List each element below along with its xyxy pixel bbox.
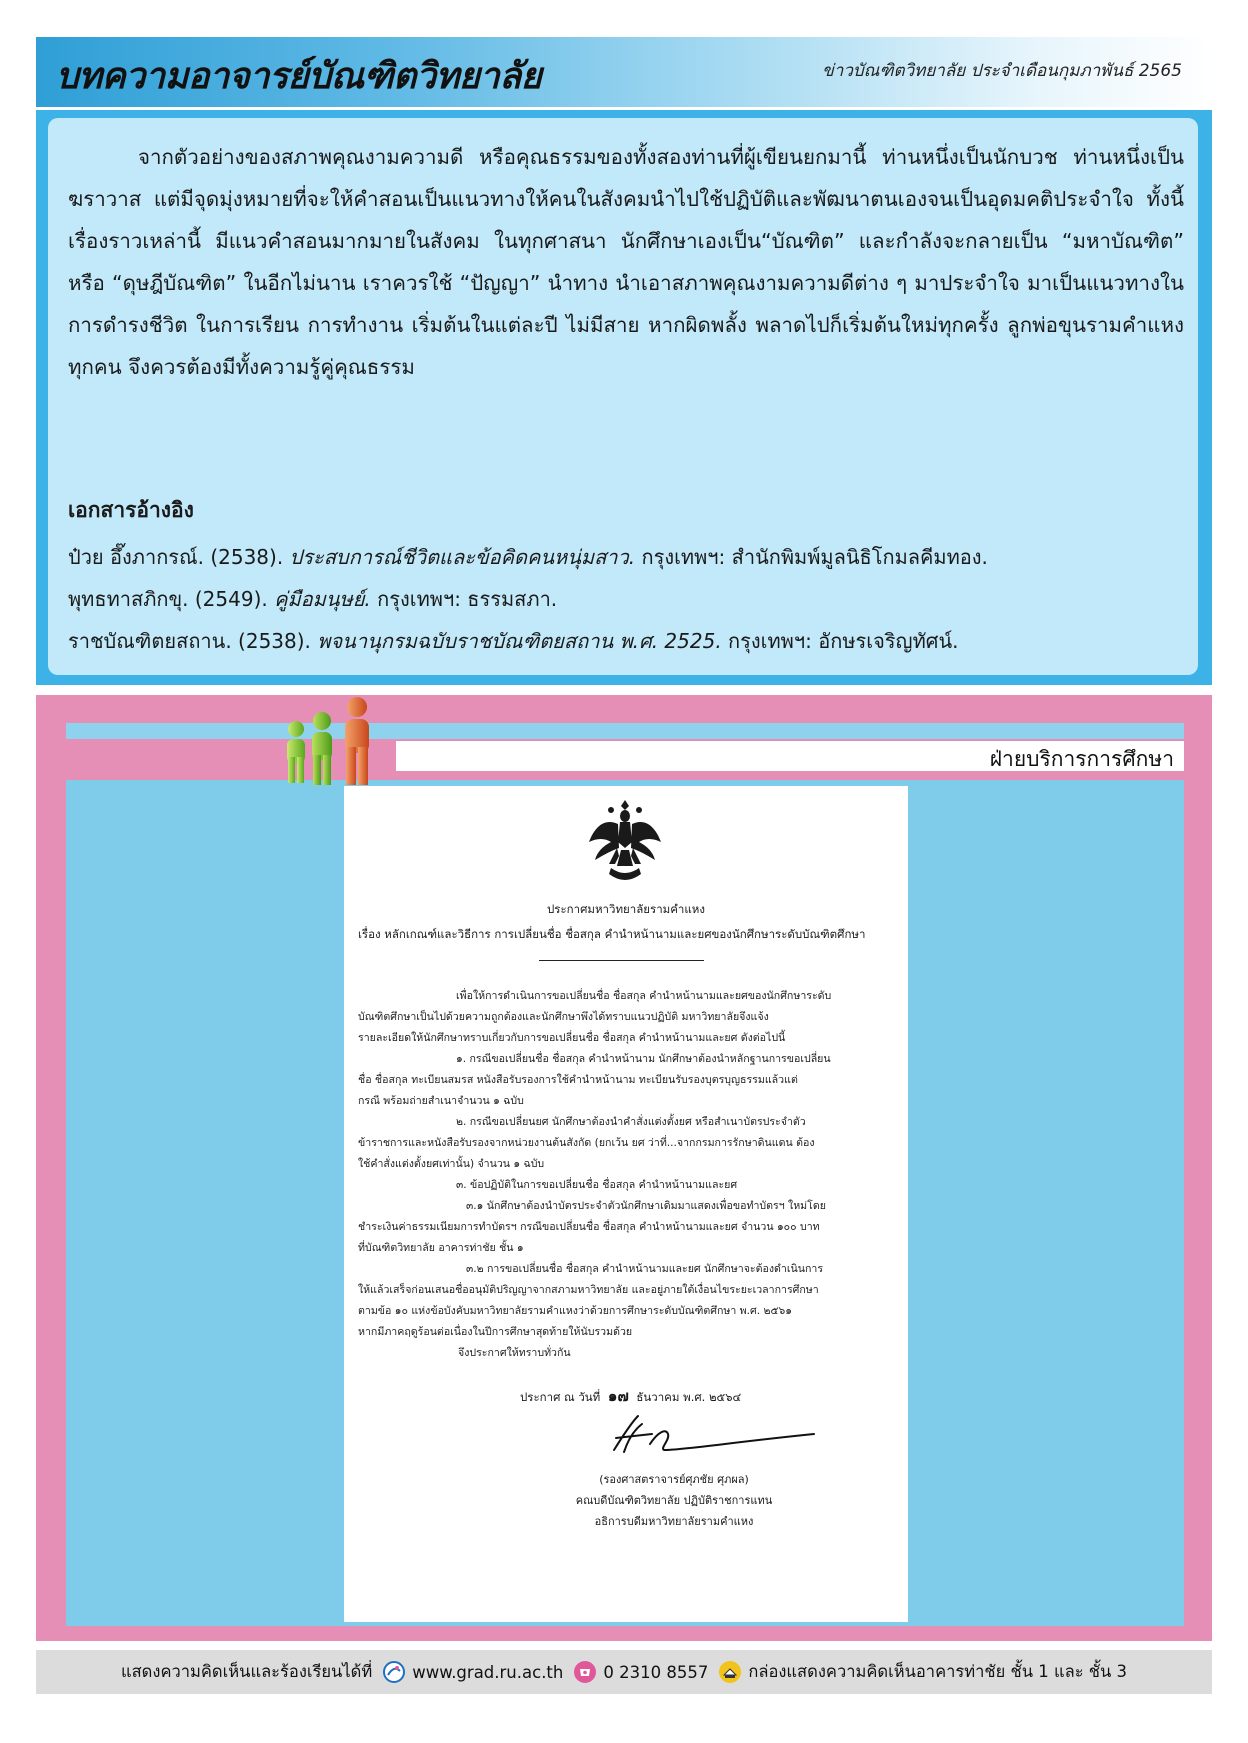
reference-title: คู่มือมนุษย์. xyxy=(274,587,371,611)
contact-lead: แสดงความคิดเห็นและร้องเรียนได้ที่ xyxy=(120,1662,373,1681)
notice-line: ใช้คำสั่งแต่งตั้งยศเท่านั้น) จำนวน ๑ ฉบับ xyxy=(358,1158,545,1170)
notice-line: ๓. ข้อปฏิบัติในการขอเปลี่ยนชื่อ ชื่อสกุล คำนำหน้านามและยศ xyxy=(456,1179,738,1191)
notice-line: ข้าราชการและหนังสือรับรองจากหน่วยงานต้นสังกัด (ยกเว้น ยศ ว่าที่...จากกรมการรักษาดินแดน ต้อง xyxy=(358,1137,815,1149)
date-month-year: ธันวาคม พ.ศ. ๒๕๖๔ xyxy=(636,1390,742,1404)
references-heading: เอกสารอ้างอิง xyxy=(68,498,194,522)
notice-section xyxy=(36,695,1212,1641)
reference-title: พจนานุกรมฉบับราชบัณฑิตยสถาน พ.ศ. 2525. xyxy=(317,629,722,653)
department-label: ฝ่ายบริการการศึกษา xyxy=(989,747,1174,771)
reference-publisher: กรุงเทพฯ: สำนักพิมพ์มูลนิธิโกมลคีมทอง. xyxy=(635,545,988,569)
reference-author: ราชบัณฑิตยสถาน. (2538). xyxy=(68,629,318,653)
notice-line: ให้แล้วเสร็จก่อนเสนอชื่ออนุมัติปริญญาจากสภามหาวิทยาลัย และอยู่ภายใต้เงื่อนไขระยะเวลาการศึกษา xyxy=(358,1284,819,1296)
notice-subject: เรื่อง หลักเกณฑ์และวิธีการ การเปลี่ยนชื่อ ชื่อสกุล คำนำหน้านามและยศของนักศึกษาระดับบัณฑิตศึกษา xyxy=(358,927,866,941)
phone-contact[interactable] xyxy=(573,1660,708,1684)
article-body xyxy=(68,136,1184,388)
notice-line: ตามข้อ ๑๐ แห่งข้อบังคับมหาวิทยาลัยรามคำแหงว่าด้วยการศึกษาระดับบัณฑิตศึกษา พ.ศ. ๒๕๖๑ xyxy=(358,1305,792,1317)
notice-line: กรณี พร้อมถ่ายสำเนาจำนวน ๑ ฉบับ xyxy=(358,1095,524,1107)
notice-document xyxy=(344,786,908,1622)
reference-publisher: กรุงเทพฯ: อักษรเจริญทัศน์. xyxy=(721,629,959,653)
notice-body xyxy=(358,986,878,1364)
reference-author: ป๋วย อึ๊งภากรณ์. (2538). xyxy=(68,545,290,569)
notice-line: ๒. กรณีขอเปลี่ยนยศ นักศึกษาต้องนำคำสั่งแต่งตั้งยศ หรือสำเนาบัตรประจำตัว xyxy=(456,1116,806,1128)
garuda-emblem-icon xyxy=(587,798,663,884)
globe-icon xyxy=(382,1660,406,1684)
notice-line: ๓.๑ นักศึกษาต้องนำบัตรประจำตัวนักศึกษาเดิมมาแสดงเพื่อขอทำบัตรฯ ใหม่โดย xyxy=(466,1200,826,1212)
phone-number[interactable]: 0 2310 8557 xyxy=(603,1662,709,1682)
notice-line: เพื่อให้การดำเนินการขอเปลี่ยนชื่อ ชื่อสกุล คำนำหน้านามและยศของนักศึกษาระดับ xyxy=(456,990,832,1002)
panel-tab-strip xyxy=(66,723,1184,739)
notice-line: ชื่อ ชื่อสกุล ทะเบียนสมรส หนังสือรับรองการใช้คำนำหน้านาม ทะเบียนรับรองบุตรบุญธรรมแล้วแต่ xyxy=(358,1074,798,1086)
notice-line: หากมีภาคฤดูร้อนต่อเนื่องในปีการศึกษาสุดท้ายให้นับรวมด้วย xyxy=(358,1326,633,1338)
article-paragraph: จากตัวอย่างของสภาพคุณงามความดี หรือคุณธรรมของทั้งสองท่านที่ผู้เขียนยกมานี้ ท่านหนึ่งเป็นนักบวช ท่านหนึ่งเป็นฆราวาส แต่มีจุดมุ่งหมายที่จะให้คำสอนเป็นแนวทางให้คนในสังคมนำไปใช้ปฏิบัติและพัฒนาตนเองจนเป็นอุดมคติประจำใจ ทั้งนี้เรื่องราวเหล่านี้ มีแนวคำสอนมากมายในสังคม ในทุกศาสนา นักศึกษาเองเป็น“บัณฑิต” และกำลังจะกลายเป็น “มหาบัณฑิต” หรือ “ดุษฎีบัณฑิต” ในอีกไม่นาน เราควรใช้ “ปัญญา” นำทาง นำเอาสภาพคุณงามความดีต่าง ๆ มาประจำใจ มาเป็นแนวทางในการดำรงชีวิต ในการเรียน การทำงาน เริ่มต้นในแต่ละปี ไม่มีสาย หากผิดพลั้ง พลาดไปก็เริ่มต้นใหม่ทุกครั้ง ลูกพ่อขุนรามคำแหงทุกคน จึงควรต้องมีทั้งความรู้คู่คุณธรรม xyxy=(68,145,1184,379)
signature-icon xyxy=(594,1404,824,1476)
phone-icon xyxy=(573,1660,597,1684)
website-link[interactable]: www.grad.ru.ac.th xyxy=(412,1662,564,1682)
reference-item xyxy=(68,620,1184,662)
reference-item xyxy=(68,578,1184,620)
notice-line: ที่บัณฑิตวิทยาลัย อาคารท่าชัย ชั้น ๑ xyxy=(358,1242,524,1254)
article-frame xyxy=(36,110,1212,685)
notice-line: จึงประกาศให้ทราบทั่วกัน xyxy=(458,1347,571,1359)
reference-title: ประสบการณ์ชีวิตและข้อคิดคนหนุ่มสาว. xyxy=(289,545,636,569)
reference-item xyxy=(68,536,1184,578)
notice-line: ชำระเงินค่าธรรมเนียมการทำบัตรฯ กรณีขอเปลี่ยนชื่อ ชื่อสกุล คำนำหน้านามและยศ จำนวน ๑๐๐ บาท xyxy=(358,1221,820,1233)
reference-publisher: กรุงเทพฯ: ธรรมสภา. xyxy=(370,587,558,611)
department-bar xyxy=(396,741,1184,771)
notice-line: ๓.๒ การขอเปลี่ยนชื่อ ชื่อสกุล คำนำหน้านามและยศ นักศึกษาจะต้องดำเนินการ xyxy=(466,1263,824,1275)
article-panel xyxy=(48,118,1198,675)
website-contact[interactable] xyxy=(382,1660,563,1684)
notice-line: ๑. กรณีขอเปลี่ยนชื่อ ชื่อสกุล คำนำหน้านาม นักศึกษาต้องนำหลักฐานการขอเปลี่ยน xyxy=(456,1053,831,1065)
reference-author: พุทธทาสภิกขุ. (2549). xyxy=(68,587,275,611)
issue-label: ข่าวบัณฑิตวิทยาลัย ประจำเดือนกุมภาพันธ์ 2565 xyxy=(822,61,1182,81)
references-list xyxy=(68,536,1184,662)
notice-line: รายละเอียดให้นักศึกษาทราบเกี่ยวกับการขอเปลี่ยนชื่อ ชื่อสกุล คำนำหน้านามและยศ ดังต่อไปนี้ xyxy=(358,1032,786,1044)
suggestion-box-text: กล่องแสดงความคิดเห็นอาคารท่าชัย ชั้น 1 และ ชั้น 3 xyxy=(748,1662,1128,1681)
divider xyxy=(539,960,704,961)
page-footer xyxy=(36,1650,1212,1694)
signer-name: (รองศาสตราจารย์ศุภชัย ศุภผล) xyxy=(599,1473,749,1486)
section-title: บทความอาจารย์บัณฑิตวิทยาลัย xyxy=(56,56,542,97)
date-day: ๑๗ xyxy=(607,1387,629,1405)
suggestion-box-icon xyxy=(718,1660,742,1684)
signer-position: คณบดีบัณฑิตวิทยาลัย ปฏิบัติราชการแทน xyxy=(575,1494,773,1507)
contact-bar xyxy=(36,1650,1212,1694)
notice-title: ประกาศมหาวิทยาลัยรามคำแหง xyxy=(547,902,705,916)
people-icon xyxy=(268,695,418,787)
signer-position: อธิการบดีมหาวิทยาลัยรามคำแหง xyxy=(594,1515,754,1528)
page-header xyxy=(36,37,1212,107)
date-prefix: ประกาศ ณ วันที่ xyxy=(520,1390,601,1404)
suggestion-box-contact xyxy=(718,1659,1127,1685)
notice-line: บัณฑิตศึกษาเป็นไปด้วยความถูกต้องและนักศึกษาพึงได้ทราบแนวปฏิบัติ มหาวิทยาลัยจึงแจ้ง xyxy=(358,1011,769,1023)
